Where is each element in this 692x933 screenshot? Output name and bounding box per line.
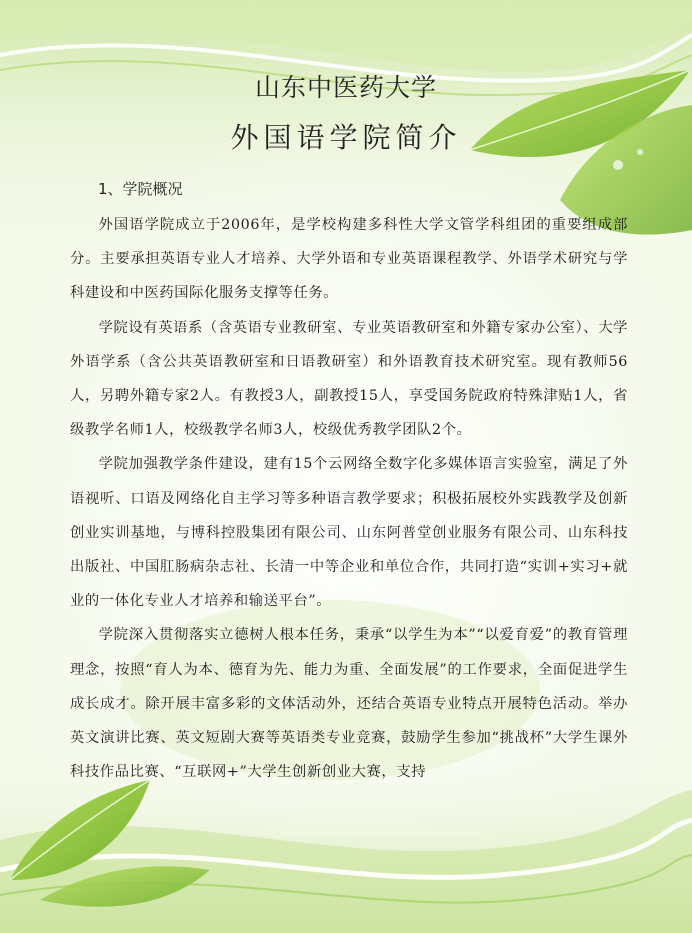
page-title: 外国语学院简介 bbox=[230, 121, 462, 154]
section-heading: 1、学院概况 bbox=[98, 180, 183, 198]
paragraph: 学院深入贯彻落实立德树人根本任务，秉承“以学生为本”“以爱育爱”的教育管理理念，按照“育人为本、德育为先、能力为重、全面发展”的工作要求，全面促进学生成长成才。除开展丰富多彩的文体活动外，还结合英语专业特点开展特色活动。举办英文演讲比赛、英文短剧大赛等英语类专业竞赛，鼓励学生参加“挑战杯”大学生课外科技作品比赛、“互联网+”大学生创新创业大赛，支持 bbox=[70, 627, 628, 781]
paragraph: 外国语学院成立于2006年，是学校构建多科性大学文管学科组团的重要组成部分。主要承担英语专业人才培养、大学外语和专业英语课程教学、外语学术研究与学科建设和中医药国际化服务支撑等任务。 bbox=[70, 217, 628, 302]
university-title: 山东中医药大学 bbox=[254, 73, 437, 102]
paragraph: 学院加强教学条件建设，建有15个云网络全数字化多媒体语言实验室，满足了外语视听、口语及网络化自主学习等多种语言教学要求；积极拓展校外实践教学及创新创业实训基地，与博科控股集团有限公司、山东阿普堂创业服务有限公司、山东科技出版社、中国肛肠病杂志社、长清一中等企业和单位合作，共同打造“实训+实习+就业的一体化专业人才培养和输送平台”。 bbox=[70, 456, 628, 610]
paragraph: 学院设有英语系（含英语专业教研室、专业英语教研室和外籍专家办公室）、大学外语学系（含公共英语教研室和日语教研室）和外语教育技术研究室。现有教师56人，另聘外籍专家2人。有教授3人，副教授15人，享受国务院政府特殊津贴1人，省级教学名师1人，校级教学名师3人，校级优秀教学团队2个。 bbox=[70, 319, 628, 439]
body-text bbox=[70, 208, 628, 789]
